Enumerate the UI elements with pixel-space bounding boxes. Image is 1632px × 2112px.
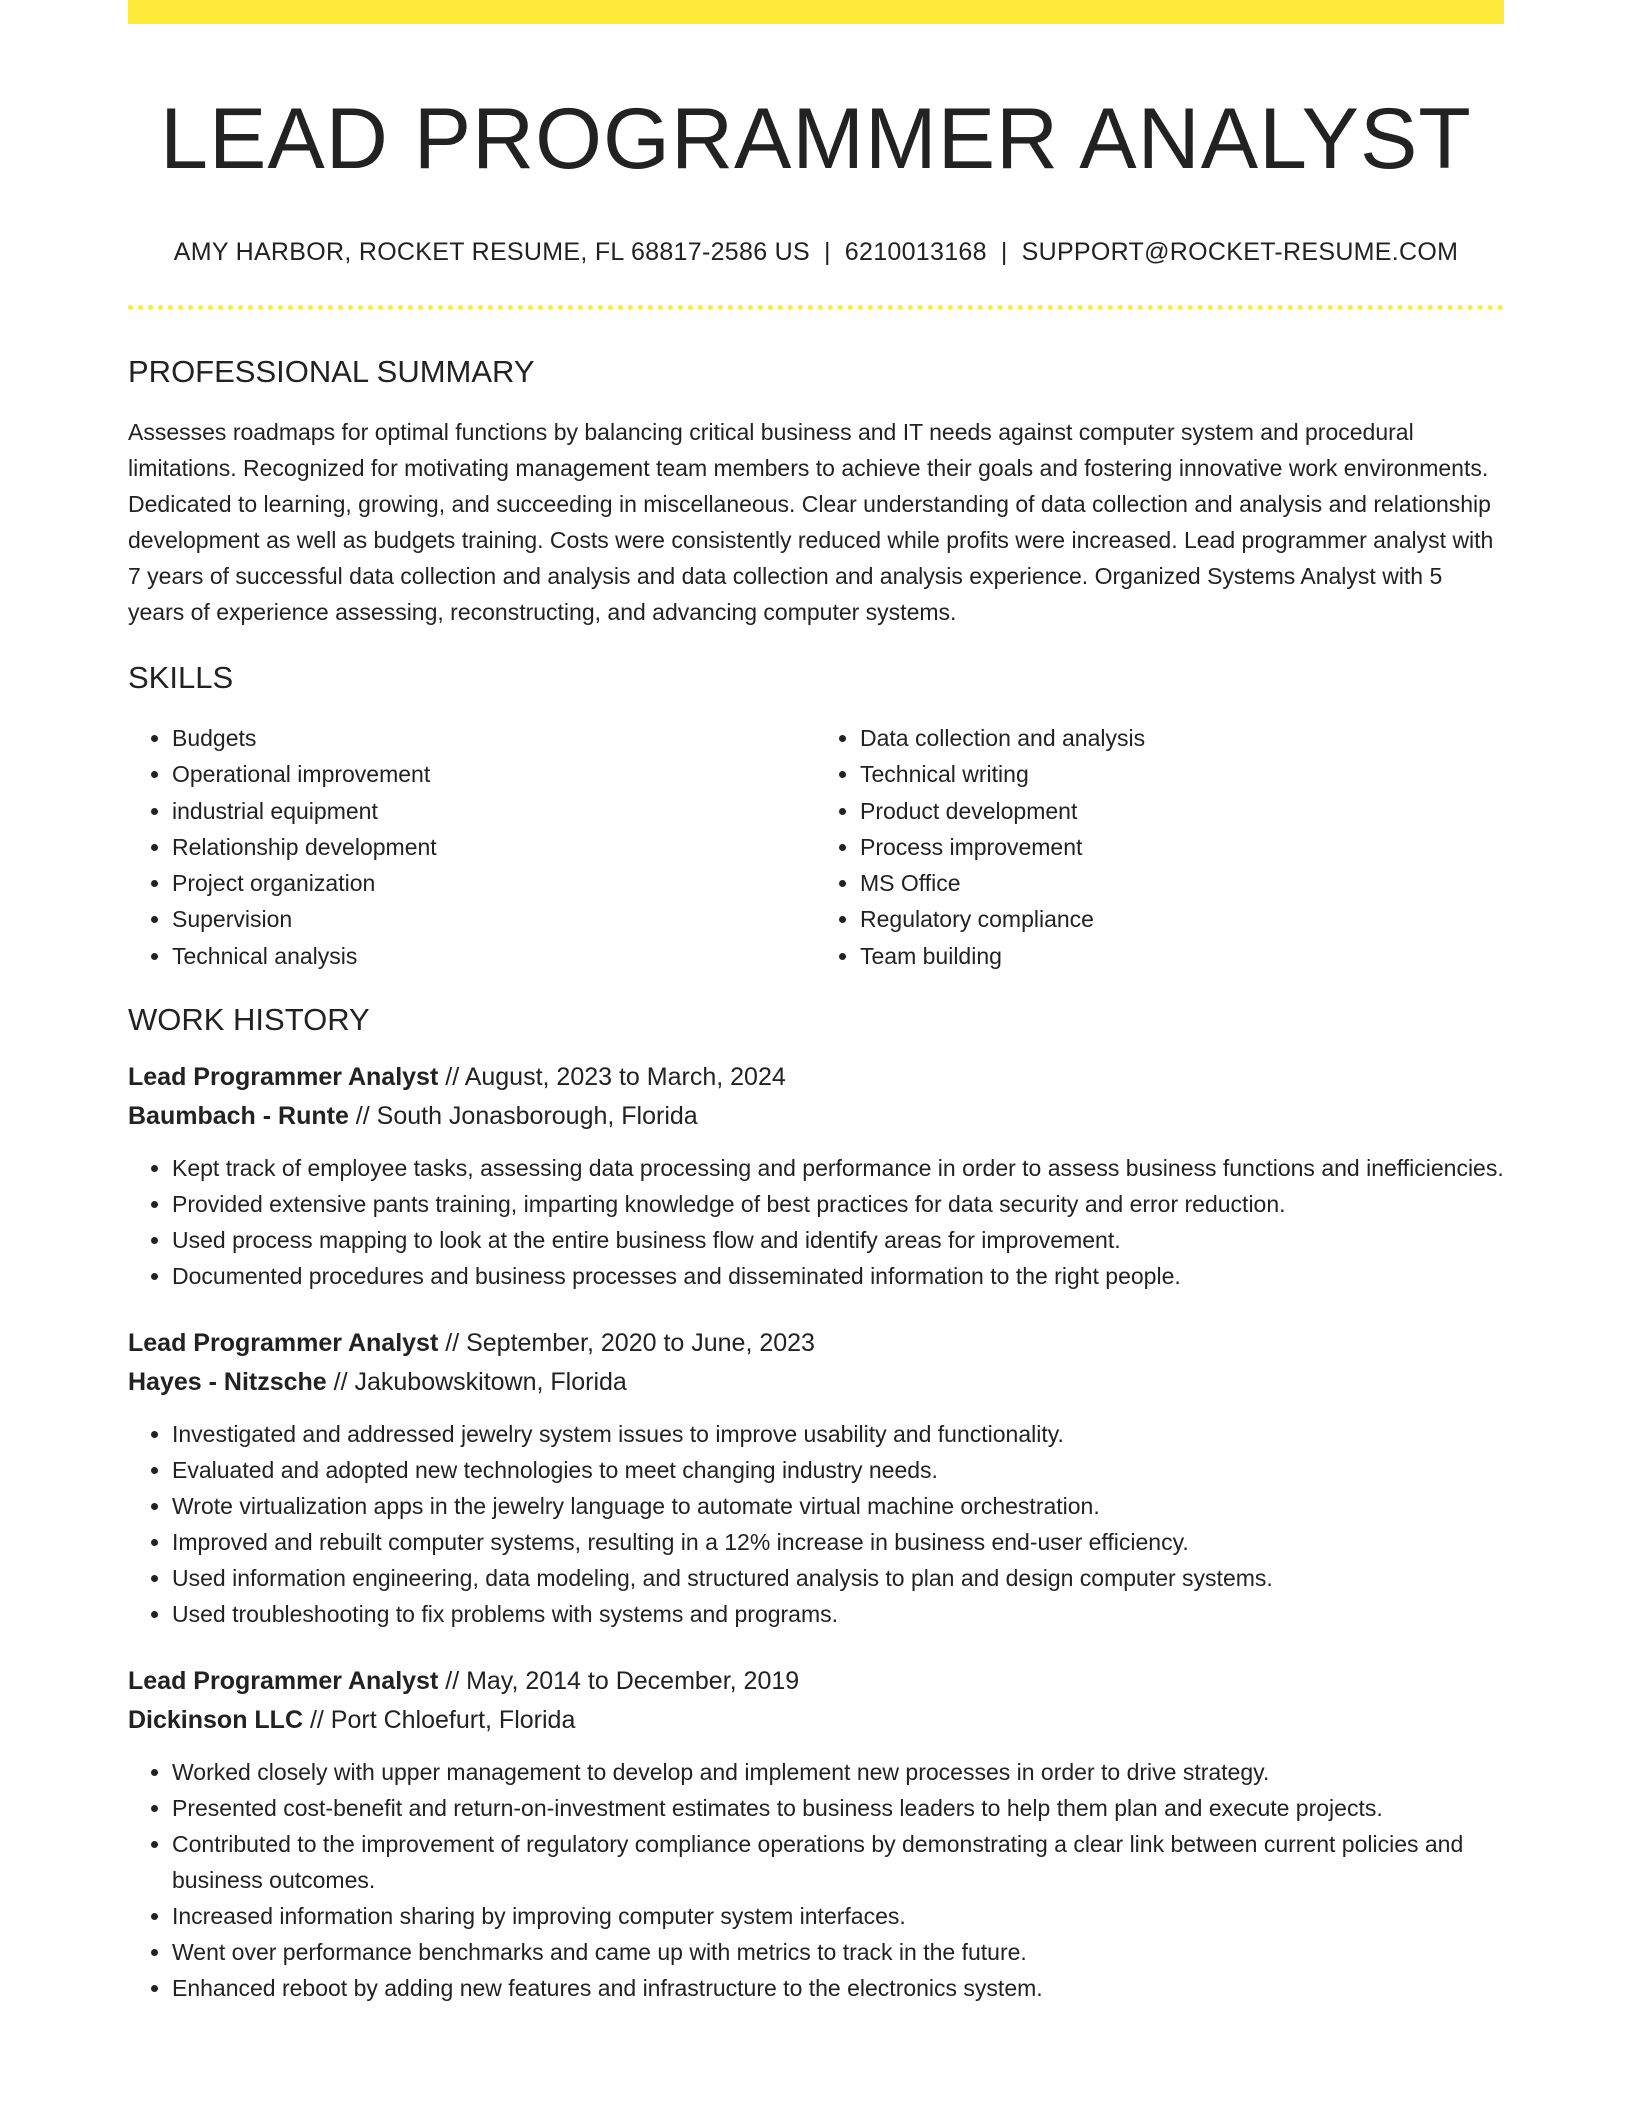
contact-separator: |: [1000, 238, 1008, 266]
job-bullet: • Kept track of employee tasks, assessing data processing and performance in order to assess business functions and inefficiencies.: [172, 1150, 1504, 1186]
job-company: Baumbach - Runte: [128, 1102, 349, 1131]
job-title-line: [128, 1324, 1504, 1363]
job-bullet: • Used information engineering, data modeling, and structured analysis to plan and design computer systems.: [172, 1560, 1504, 1596]
job-bullet: • Investigated and addressed jewelry system issues to improve usability and functionality.: [172, 1416, 1504, 1452]
skill-item: • Operational improvement: [172, 756, 816, 792]
job-company: Dickinson LLC: [128, 1706, 304, 1735]
job-bullet: • Provided extensive pants training, imparting knowledge of best practices for data security and error reduction.: [172, 1186, 1504, 1222]
job-bullet: • Contributed to the improvement of regulatory compliance operations by demonstrating a clear link between current policies and business outcomes.: [172, 1826, 1504, 1898]
skill-item: • Regulatory compliance: [860, 901, 1504, 937]
job-bullets: [128, 1754, 1504, 2006]
skills-list-left: [128, 720, 816, 974]
job-entry: [128, 1324, 1504, 1632]
contact-separator: |: [823, 238, 831, 266]
job-location: // Jakubowskitown, Florida: [326, 1368, 627, 1397]
skills-list-right: [816, 720, 1504, 974]
job-location: // South Jonasborough, Florida: [348, 1102, 698, 1131]
job-title-line: [128, 1058, 1504, 1097]
job-bullet: • Evaluated and adopted new technologies to meet changing industry needs.: [172, 1452, 1504, 1488]
job-dates: // May, 2014 to December, 2019: [438, 1667, 800, 1696]
job-title: Lead Programmer Analyst: [128, 1329, 439, 1358]
dotted-divider: [128, 305, 1504, 310]
job-dates: // September, 2020 to June, 2023: [438, 1329, 815, 1358]
job-company-line: [128, 1097, 1504, 1136]
skill-item: • Team building: [860, 938, 1504, 974]
job-title: Lead Programmer Analyst: [128, 1063, 439, 1092]
job-bullet: • Enhanced reboot by adding new features and infrastructure to the electronics system.: [172, 1970, 1504, 2006]
job-location: // Port Chloefurt, Florida: [303, 1706, 576, 1735]
job-entry: [128, 1058, 1504, 1294]
summary-text: Assesses roadmaps for optimal functions by balancing critical business and IT needs against computer system and procedural limitations. Recognized for motivating management team members to achieve their goals and fostering innovative work environments. Dedicated to learning, growing, and succeeding in miscellaneous. Clear understanding of data collection and analysis and relationship development as well as budgets training. Costs were consistently reduced while profits were increased. Lead programmer analyst with 7 years of successful data collection and analysis and data collection and analysis experience. Organized Systems Analyst with 5 years of experience assessing, reconstructing, and advancing computer systems.: [128, 419, 1494, 625]
job-bullet: • Used troubleshooting to fix problems with systems and programs.: [172, 1596, 1504, 1632]
job-bullet: • Went over performance benchmarks and came up with metrics to track in the future.: [172, 1934, 1504, 1970]
skill-item: • Technical writing: [860, 756, 1504, 792]
job-bullet: • Used process mapping to look at the entire business flow and identify areas for improvement.: [172, 1222, 1504, 1258]
job-bullets: [128, 1150, 1504, 1294]
skill-item: • Process improvement: [860, 829, 1504, 865]
job-company-line: [128, 1363, 1504, 1402]
contact-phone: 6210013168: [844, 238, 987, 266]
job-company: Hayes - Nitzsche: [128, 1368, 327, 1397]
job-bullets: [128, 1416, 1504, 1632]
contact-email[interactable]: SUPPORT@ROCKET-RESUME.COM: [1021, 238, 1459, 266]
skill-item: • Budgets: [172, 720, 816, 756]
job-bullet: • Documented procedures and business processes and disseminated information to the right people.: [172, 1258, 1504, 1294]
skills-columns: [128, 720, 1504, 974]
skill-item: • Product development: [860, 793, 1504, 829]
job-bullet: • Wrote virtualization apps in the jewelry language to automate virtual machine orchestration.: [172, 1488, 1504, 1524]
work-history-heading: WORK HISTORY: [128, 1002, 370, 1038]
contact-address: AMY HARBOR, ROCKET RESUME, FL 68817-2586 US: [173, 238, 810, 266]
job-entry: [128, 1662, 1504, 2006]
contact-line: [128, 236, 1504, 268]
skill-item: • Supervision: [172, 901, 816, 937]
skills-heading: SKILLS: [128, 660, 234, 695]
skill-item: • Data collection and analysis: [860, 720, 1504, 756]
skill-item: • industrial equipment: [172, 793, 816, 829]
resume-page: [128, 0, 1504, 2006]
job-bullet: • Improved and rebuilt computer systems, resulting in a 12% increase in business end-user efficiency.: [172, 1524, 1504, 1560]
summary-heading: PROFESSIONAL SUMMARY: [128, 354, 535, 389]
job-title: Lead Programmer Analyst: [128, 1667, 439, 1696]
page-title: LEAD PROGRAMMER ANALYST: [160, 91, 1472, 187]
skill-item: • Project organization: [172, 865, 816, 901]
job-dates: // August, 2023 to March, 2024: [438, 1063, 786, 1092]
top-accent-bar: [128, 0, 1504, 24]
skill-item: • Technical analysis: [172, 938, 816, 974]
skill-item: • MS Office: [860, 865, 1504, 901]
job-bullet: • Presented cost-benefit and return-on-investment estimates to business leaders to help them plan and execute projects.: [172, 1790, 1504, 1826]
job-bullet: • Worked closely with upper management to develop and implement new processes in order to drive strategy.: [172, 1754, 1504, 1790]
skill-item: • Relationship development: [172, 829, 816, 865]
job-title-line: [128, 1662, 1504, 1701]
job-bullet: • Increased information sharing by improving computer system interfaces.: [172, 1898, 1504, 1934]
job-company-line: [128, 1701, 1504, 1740]
